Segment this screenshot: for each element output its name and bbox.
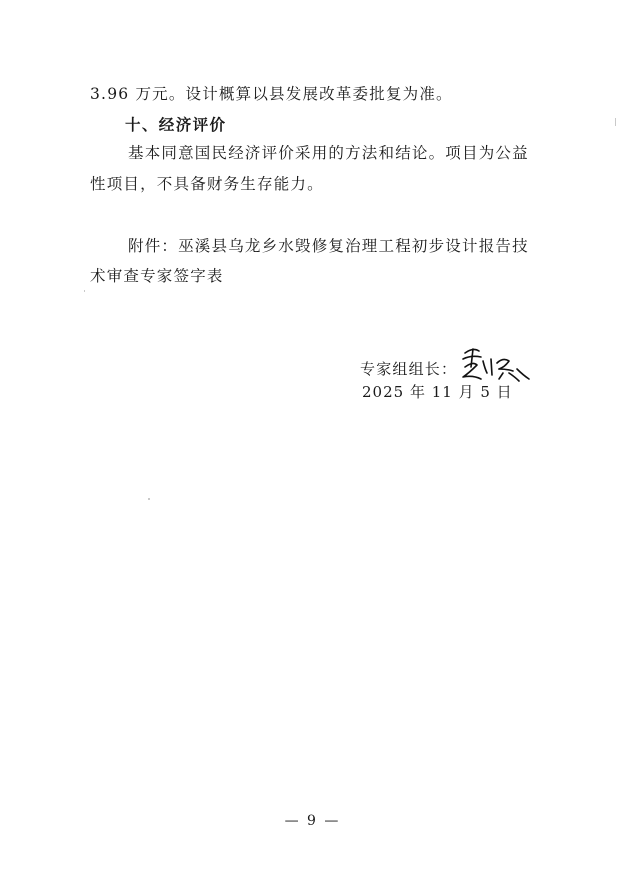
- attachment-line-1: 附件：巫溪县乌龙乡水毁修复治理工程初步设计报告技: [128, 237, 529, 255]
- body-line-cost-approval: 3.96 万元。设计概算以县发展改革委批复为准。: [90, 85, 453, 103]
- scan-artifact: [148, 498, 150, 500]
- scan-artifact: [615, 118, 616, 126]
- scan-artifact: [84, 290, 85, 292]
- page-number: — 9 —: [284, 813, 341, 829]
- signature-date: 2025 年 11 月 5 日: [362, 383, 513, 401]
- paragraph-economic-line-1: 基本同意国民经济评价采用的方法和结论。项目为公益: [128, 144, 529, 162]
- signature-label: 专家组组长：: [360, 360, 458, 378]
- attachment-line-2: 术审查专家签字表: [90, 267, 224, 285]
- section-heading-economic-evaluation: 十、经济评价: [125, 116, 227, 134]
- paragraph-economic-line-2: 性项目，不具备财务生存能力。: [90, 175, 324, 193]
- signature-row: [360, 353, 531, 385]
- handwritten-signature-icon: [459, 345, 531, 385]
